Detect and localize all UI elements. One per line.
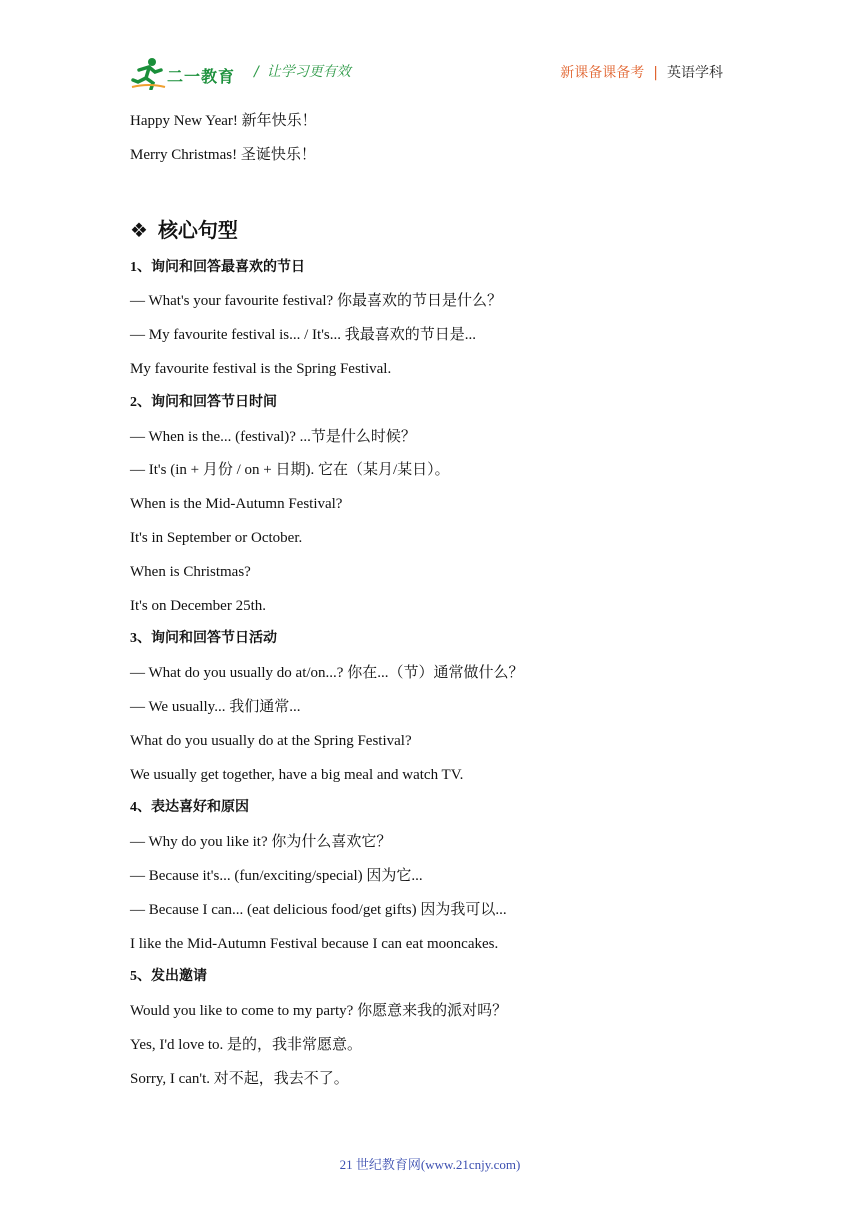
section-heading	[130, 214, 238, 243]
subheading: 2、询问和回答节日时间	[130, 395, 277, 410]
greeting-line: Merry Christmas! 圣诞快乐！	[130, 147, 316, 163]
sentence-line: It's on December 25th.	[130, 598, 266, 614]
diamond-bullet-icon: ❖	[130, 218, 148, 242]
subheading: 4、表达喜好和原因	[130, 800, 249, 815]
logo	[131, 56, 241, 90]
header-tag-course: 新课备课备考	[560, 65, 645, 81]
runner-logo-icon	[131, 56, 167, 90]
sentence-line: — It's (in + 月份 / on + 日期). 它在（某月/某日）。	[130, 462, 450, 478]
header-divider: |	[653, 65, 658, 81]
sentence-line: When is Christmas?	[130, 564, 251, 580]
sentence-line: My favourite festival is the Spring Festival.	[130, 361, 392, 377]
sentence-line: When is the Mid-Autumn Festival?	[130, 496, 343, 512]
header-tag-subject: 英语学科	[667, 65, 723, 81]
slogan-separator: /	[254, 64, 259, 80]
sentence-line: — When is the... (festival)? ...节是什么时候？	[130, 429, 416, 445]
sentence-line: What do you usually do at the Spring Festival?	[130, 733, 412, 749]
logo-text: 二一教育	[167, 67, 236, 86]
sentence-line: Sorry, I can't. 对不起，我去不了。	[130, 1071, 349, 1087]
sentence-line: — What do you usually do at/on...? 你在...（节）通常做什么？	[130, 665, 524, 681]
page-footer: 21 世纪教育网(www.21cnjy.com)	[339, 1157, 521, 1172]
page-header	[0, 0, 860, 100]
slogan	[254, 61, 351, 81]
section-title: 核心句型	[157, 218, 238, 242]
sentence-line: We usually get together, have a big meal and watch TV.	[130, 767, 464, 783]
slogan-text: 让学习更有效	[266, 64, 351, 80]
sentence-line: — We usually... 我们通常...	[130, 699, 301, 715]
sentence-line: Would you like to come to my party? 你愿意来我的派对吗？	[130, 1003, 508, 1019]
subheading: 1、询问和回答最喜欢的节日	[130, 260, 305, 275]
sentence-line: — Because I can... (eat delicious food/get gifts) 因为我可以...	[130, 902, 507, 918]
subheading: 5、发出邀请	[130, 969, 207, 984]
sentence-line: — My favourite festival is... / It's... 我最喜欢的节日是...	[130, 327, 477, 343]
sentence-line: — Why do you like it? 你为什么喜欢它？	[130, 834, 392, 850]
sentence-line: — Because it's... (fun/exciting/special) 因为它...	[130, 868, 423, 884]
sentence-line: It's in September or October.	[130, 530, 303, 546]
sentence-line: I like the Mid-Autumn Festival because I can eat mooncakes.	[130, 936, 499, 952]
header-tags	[560, 62, 723, 82]
greeting-line: Happy New Year! 新年快乐！	[130, 113, 317, 129]
sentence-line: — What's your favourite festival? 你最喜欢的节日是什么？	[130, 293, 502, 309]
sentence-line: Yes, I'd love to. 是的，我非常愿意。	[130, 1037, 363, 1053]
subheading: 3、询问和回答节日活动	[130, 631, 277, 646]
